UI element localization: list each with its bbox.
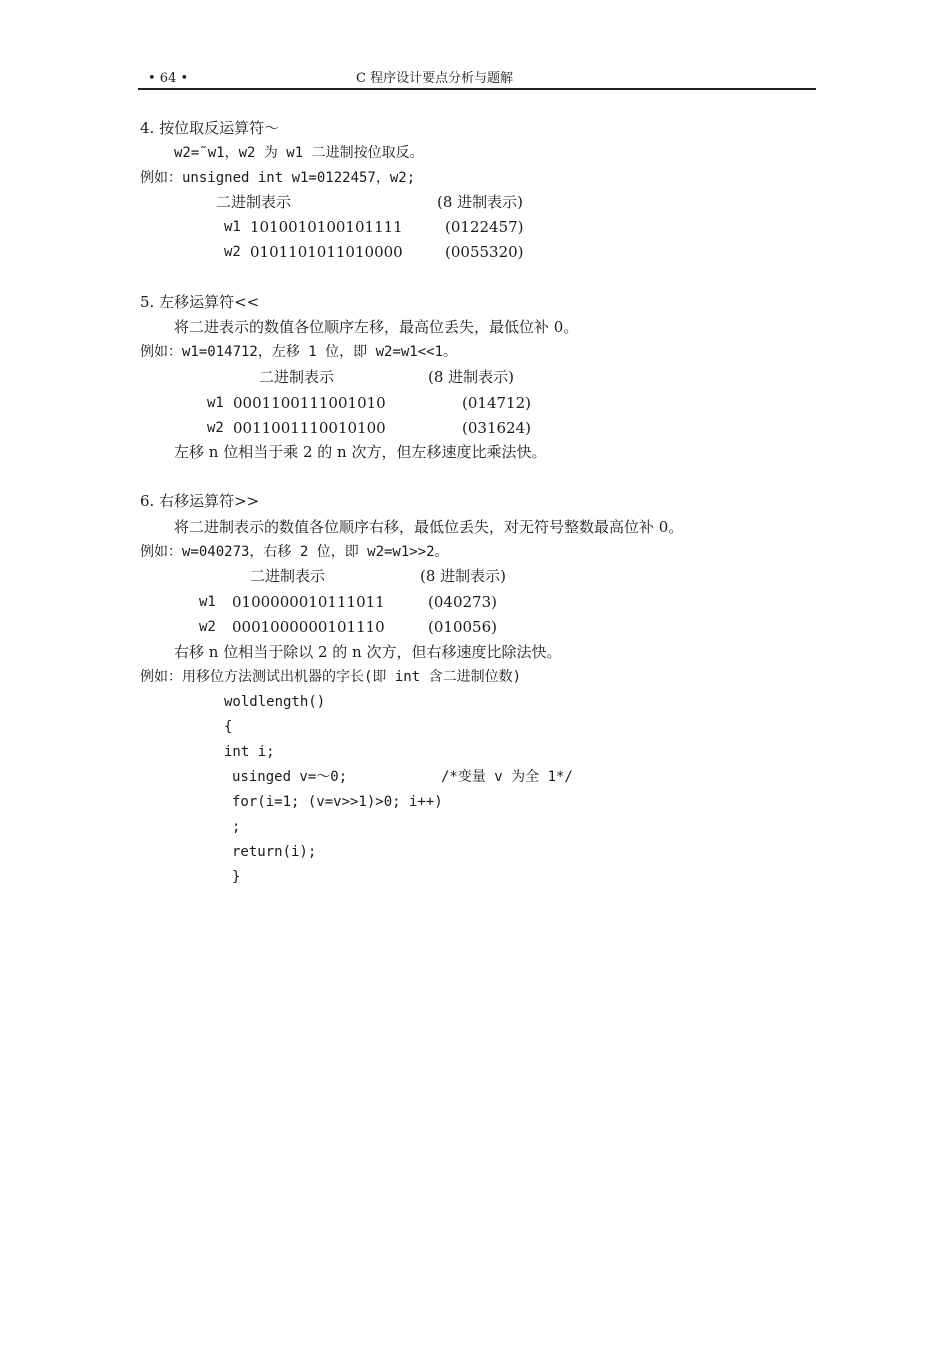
section-5-row-w1-octal: (014712) (462, 394, 531, 412)
code-line-return: return(i); (232, 844, 317, 860)
section-6-description: 将二进制表示的数值各位顺序右移，最低位丢失，对无符号整数最高位补 0。 (174, 518, 684, 536)
section-4-row-w1-binary: 1010010100101111 (250, 218, 403, 236)
section-5-note: 左移 n 位相当于乘 2 的 n 次方，但左移速度比乘法快。 (174, 443, 547, 461)
section-6-row-w2-name: w2 (199, 619, 216, 635)
section-6-heading: 6. 右移运算符>> (140, 492, 260, 510)
section-4-description: w2=˜w1，w2 为 w1 二进制按位取反。 (174, 145, 424, 161)
section-6-example-2: 例如：用移位方法测试出机器的字长(即 int 含二进制位数) (140, 669, 521, 685)
section-4-example: 例如：unsigned int w1=0122457，w2; (140, 170, 416, 186)
section-4-heading: 4. 按位取反运算符～ (140, 119, 280, 137)
code-line-declare-i: int i; (224, 744, 275, 760)
code-line-function: woldlength() (224, 694, 326, 710)
section-4-row-w2-binary: 0101101011010000 (250, 243, 403, 261)
code-line-open-brace: { (224, 719, 233, 735)
section-5-row-w2-name: w2 (207, 420, 224, 436)
code-line-declare-v: usinged v=～0; (232, 769, 348, 785)
section-6-row-w2-binary: 0001000000101110 (232, 618, 385, 636)
running-title: C 程序设计要点分析与题解 (356, 71, 514, 86)
section-6-note: 右移 n 位相当于除以 2 的 n 次方，但右移速度比除法快。 (174, 643, 562, 661)
section-4-col-binary: 二进制表示 (216, 193, 292, 211)
section-4-row-w1-name: w1 (224, 219, 241, 235)
section-5-col-octal: (8 进制表示) (428, 368, 515, 386)
section-6-example: 例如：w=040273，右移 2 位，即 w2=w1>>2。 (140, 544, 449, 560)
section-6-row-w2-octal: (010056) (428, 618, 497, 636)
section-5-row-w2-binary: 0011001110010100 (233, 419, 386, 437)
code-line-empty-statement: ; (232, 819, 241, 835)
section-5-example: 例如：w1=014712，左移 1 位，即 w2=w1<<1。 (140, 344, 458, 360)
section-6-col-binary: 二进制表示 (250, 567, 326, 585)
section-4-row-w1-octal: (0122457) (445, 218, 524, 236)
code-line-close-brace: } (232, 869, 241, 885)
section-5-col-binary: 二进制表示 (259, 368, 335, 386)
code-line-for: for(i=1; (v=v>>1)>0; i++) (232, 794, 443, 810)
section-5-row-w1-name: w1 (207, 395, 224, 411)
page-number: • 64 • (148, 71, 189, 86)
header-rule (138, 88, 816, 90)
section-5-description: 将二进表示的数值各位顺序左移，最高位丢失，最低位补 0。 (174, 318, 579, 336)
section-6-col-octal: (8 进制表示) (420, 567, 507, 585)
section-6-row-w1-binary: 0100000010111011 (232, 593, 385, 611)
section-6-row-w1-octal: (040273) (428, 593, 497, 611)
section-4-col-octal: (8 进制表示) (437, 193, 524, 211)
section-5-row-w2-octal: (031624) (462, 419, 531, 437)
section-5-heading: 5. 左移运算符<< (140, 293, 260, 311)
section-5-row-w1-binary: 0001100111001010 (233, 394, 386, 412)
section-6-row-w1-name: w1 (199, 594, 216, 610)
section-4-row-w2-octal: (0055320) (445, 243, 524, 261)
section-4-row-w2-name: w2 (224, 244, 241, 260)
code-comment: /*变量 v 为全 1*/ (441, 769, 573, 785)
